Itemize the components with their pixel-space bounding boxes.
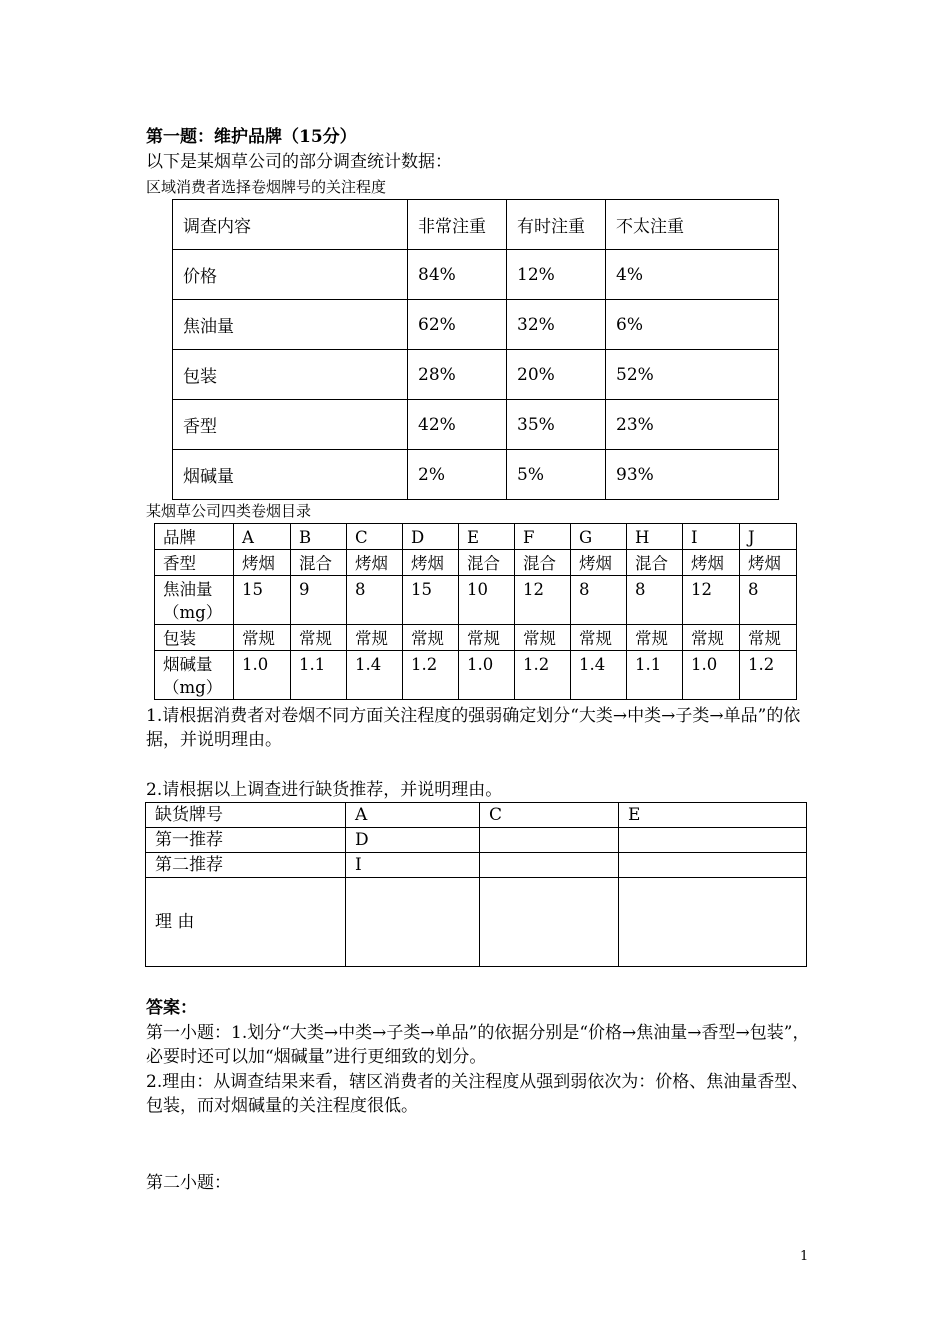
table-row	[173, 400, 779, 450]
table-cell: 常规	[515, 625, 571, 651]
table-cell: 混合	[515, 550, 571, 576]
page-number: 1	[800, 1249, 809, 1264]
table-cell: 12	[683, 576, 740, 625]
table-row	[173, 250, 779, 300]
table-cell: 烤烟	[234, 550, 291, 576]
table-cell: 包装	[155, 625, 234, 651]
table-row	[146, 828, 807, 853]
table-cell: C	[347, 524, 403, 550]
table-cell: H	[627, 524, 683, 550]
table-cell	[619, 853, 807, 878]
table-cell: 9	[291, 576, 347, 625]
table2-caption: 某烟草公司四类卷烟目录	[146, 502, 312, 520]
table-cell: 8	[627, 576, 683, 625]
table-cell: 52%	[606, 350, 779, 400]
table-cell: 15	[234, 576, 291, 625]
table-cell: 12	[515, 576, 571, 625]
table-header-row	[173, 200, 779, 250]
table-cell: 混合	[291, 550, 347, 576]
table-cell: 32%	[507, 300, 606, 350]
table-cell: F	[515, 524, 571, 550]
table-cell: 缺货牌号	[146, 803, 346, 828]
answer1-text: 第一小题：1.划分“大类→中类→子类→单品”的依据分别是“价格→焦油量→香型→包装”，必要时还可以加“烟碱量”进行更细致的划分。	[146, 1023, 810, 1067]
table-cell: 5%	[507, 450, 606, 500]
table-row	[173, 300, 779, 350]
table-cell: D	[346, 828, 480, 853]
table-cell: 香型	[173, 400, 408, 450]
recommendation-table	[145, 802, 807, 967]
table-cell: 烟碱量（mg）	[155, 651, 234, 700]
table-row	[146, 853, 807, 878]
table-cell	[480, 828, 619, 853]
table-row	[155, 625, 797, 651]
table-cell: 烤烟	[347, 550, 403, 576]
table-cell: 10	[459, 576, 515, 625]
table-cell	[619, 828, 807, 853]
table-cell: 常规	[571, 625, 627, 651]
table-cell: C	[480, 803, 619, 828]
table-cell: 4%	[606, 250, 779, 300]
question-heading: 第一题：维护品牌（15分）	[146, 127, 357, 147]
table-cell: 8	[347, 576, 403, 625]
table-cell: 1.1	[291, 651, 347, 700]
table-cell: 第一推荐	[146, 828, 346, 853]
table-cell	[346, 878, 480, 967]
table-row	[155, 524, 797, 550]
table-cell: 不太注重	[606, 200, 779, 250]
table-cell: 12%	[507, 250, 606, 300]
concern-table	[172, 199, 779, 500]
table-cell: 常规	[627, 625, 683, 651]
table-cell: A	[346, 803, 480, 828]
table-cell: 常规	[683, 625, 740, 651]
table-cell: 8	[740, 576, 797, 625]
table-cell: I	[346, 853, 480, 878]
table-cell: 1.2	[740, 651, 797, 700]
table-cell	[480, 878, 619, 967]
table-cell: 香型	[155, 550, 234, 576]
table-cell: 8	[571, 576, 627, 625]
table-cell: E	[459, 524, 515, 550]
table-cell: 1.2	[403, 651, 459, 700]
table-cell: 1.4	[571, 651, 627, 700]
table1-caption: 区域消费者选择卷烟牌号的关注程度	[146, 178, 387, 196]
answer-heading: 答案：	[146, 998, 197, 1018]
table-row	[155, 550, 797, 576]
table-cell: 常规	[740, 625, 797, 651]
table-row	[146, 803, 807, 828]
answer3-text: 第二小题：	[146, 1173, 231, 1193]
table-cell: 20%	[507, 350, 606, 400]
table-row	[146, 878, 807, 967]
table-cell: I	[683, 524, 740, 550]
table-cell: 烤烟	[403, 550, 459, 576]
table-cell: A	[234, 524, 291, 550]
table-cell: 42%	[408, 400, 507, 450]
table-row	[155, 651, 797, 700]
table-cell: 有时注重	[507, 200, 606, 250]
table-cell: 35%	[507, 400, 606, 450]
table-cell: 烤烟	[740, 550, 797, 576]
table-cell: 包装	[173, 350, 408, 400]
table-row	[173, 450, 779, 500]
table-cell: 非常注重	[408, 200, 507, 250]
table-cell: 1.4	[347, 651, 403, 700]
table-cell: 6%	[606, 300, 779, 350]
table-cell: 23%	[606, 400, 779, 450]
table-cell: 常规	[291, 625, 347, 651]
table-cell: 1.2	[515, 651, 571, 700]
table-cell: 混合	[459, 550, 515, 576]
table-cell: 烤烟	[683, 550, 740, 576]
table-cell: 1.0	[459, 651, 515, 700]
table-cell: 15	[403, 576, 459, 625]
intro-text: 以下是某烟草公司的部分调查统计数据：	[146, 152, 452, 172]
table-cell: D	[403, 524, 459, 550]
table-cell: 焦油量	[173, 300, 408, 350]
table-cell: 价格	[173, 250, 408, 300]
table-cell: 常规	[347, 625, 403, 651]
question1-text: 1.请根据消费者对卷烟不同方面关注程度的强弱确定划分“大类→中类→子类→单品”的依据，并说明理由。	[146, 706, 801, 750]
table-cell: 常规	[459, 625, 515, 651]
table-cell: 常规	[403, 625, 459, 651]
table-cell: 焦油量（mg）	[155, 576, 234, 625]
table-cell: 品牌	[155, 524, 234, 550]
table-cell: 第二推荐	[146, 853, 346, 878]
table-cell: 调查内容	[173, 200, 408, 250]
table-cell: 93%	[606, 450, 779, 500]
table-cell: 84%	[408, 250, 507, 300]
table-cell: 常规	[234, 625, 291, 651]
table-cell	[619, 878, 807, 967]
table-cell: 理 由	[146, 878, 346, 967]
question2-text: 2.请根据以上调查进行缺货推荐，并说明理由。	[146, 780, 503, 800]
table-cell	[480, 853, 619, 878]
table-cell: 62%	[408, 300, 507, 350]
table-cell: 1.0	[234, 651, 291, 700]
table-cell: J	[740, 524, 797, 550]
table-cell: 烤烟	[571, 550, 627, 576]
table-cell: 1.0	[683, 651, 740, 700]
table-cell: 混合	[627, 550, 683, 576]
table-row	[155, 576, 797, 625]
table-cell: G	[571, 524, 627, 550]
answer2-text: 2.理由：从调查结果来看，辖区消费者的关注程度从强到弱依次为：价格、焦油量香型、包装，而对烟碱量的关注程度很低。	[146, 1072, 809, 1116]
table-cell: 2%	[408, 450, 507, 500]
table-cell: B	[291, 524, 347, 550]
table-cell: 1.1	[627, 651, 683, 700]
table-cell: 28%	[408, 350, 507, 400]
table-cell: 烟碱量	[173, 450, 408, 500]
catalog-table	[154, 523, 797, 700]
table-cell: E	[619, 803, 807, 828]
table-row	[173, 350, 779, 400]
